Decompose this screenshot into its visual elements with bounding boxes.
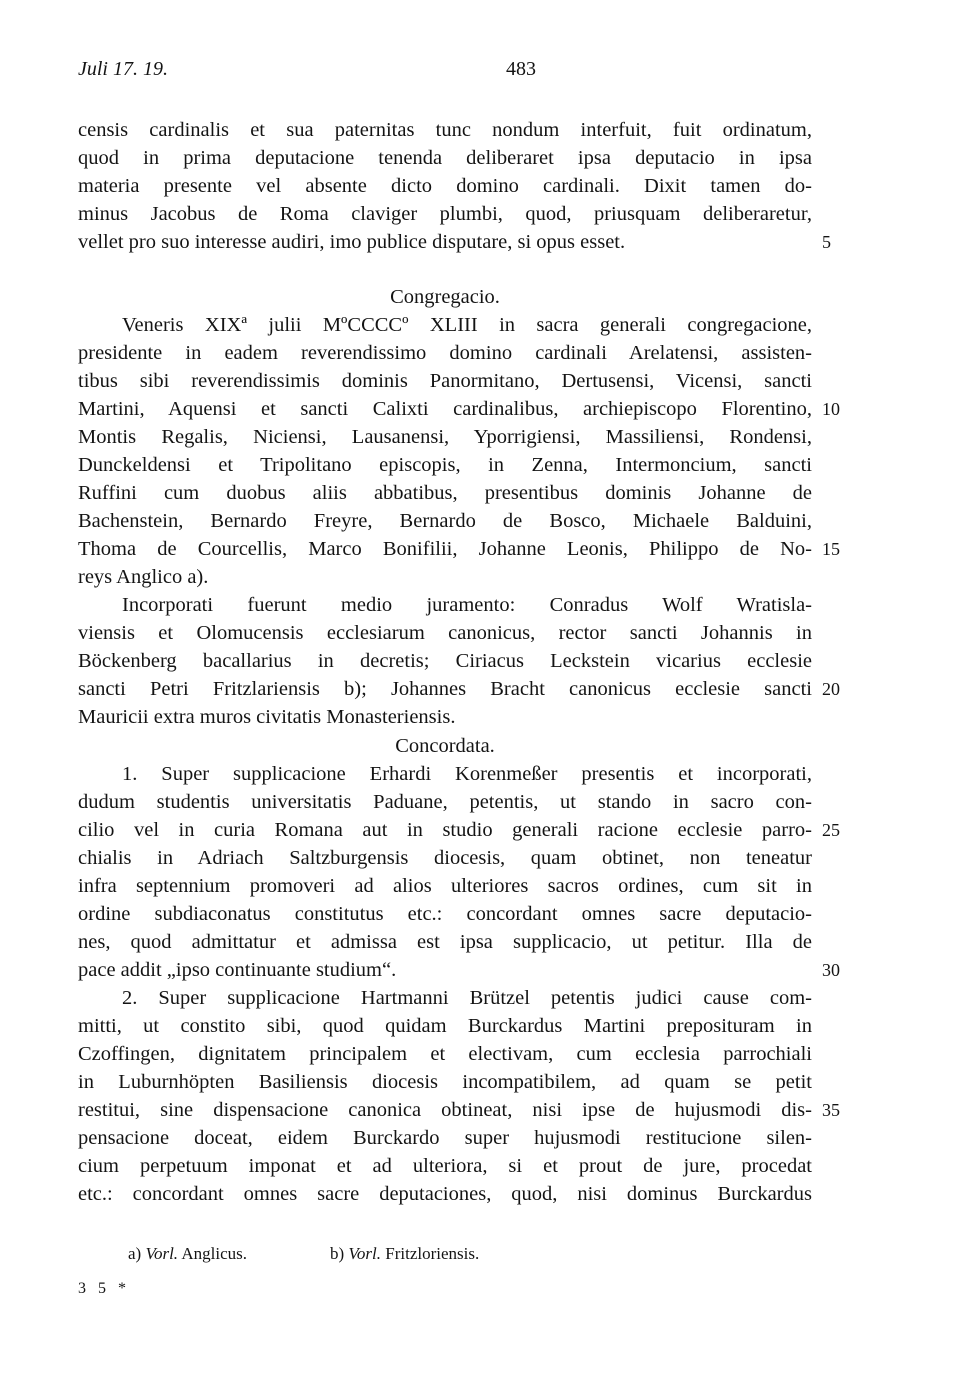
line-number: 30	[822, 960, 840, 980]
text-line: Veneris XIXª julii MºCCCCº XLIII in sacra generali congregacione,	[122, 314, 812, 336]
text-line: Incorporati fuerunt medio juramento: Conradus Wolf Wratisla-	[122, 594, 812, 616]
text-line: pace addit „ipso continuante studium“.	[78, 959, 397, 981]
footnote-b-text: Fritzloriensis.	[385, 1244, 480, 1263]
text-line: restitui, sine dispensacione canonica obtineat, nisi ipse de hujusmodi dis-	[78, 1099, 812, 1121]
text-line: Ruffini cum duobus aliis abbatibus, presentibus dominis Johanne de	[78, 482, 812, 504]
text-line: Czoffingen, dignitatem principalem et electivam, cum ecclesia parrochiali	[78, 1043, 812, 1065]
text-line: 2. Super supplicacione Hartmanni Brützel petentis judici cause com-	[122, 987, 812, 1009]
footnote-b-vorl: Vorl.	[348, 1244, 382, 1263]
text-line: infra septennium promoveri ad alios ulteriores sacros ordines, cum sit in	[78, 875, 812, 897]
text-line: reys Anglico a).	[78, 566, 209, 588]
text-line: pensacione doceat, eidem Burckardo super hujusmodi restitucione silen-	[78, 1127, 812, 1149]
text-line: cium perpetuum imponat et ad ulteriora, si et prout de jure, procedat	[78, 1155, 812, 1177]
text-line: viensis et Olomucensis ecclesiarum canonicus, rector sancti Johannis in	[78, 622, 812, 644]
printer-signature: 3 5 *	[78, 1280, 130, 1297]
text-line: etc.: concordant omnes sacre deputaciones, quod, nisi dominus Burckardus	[78, 1183, 812, 1205]
text-line: nes, quod admittatur et admissa est ipsa supplicacio, ut petitur. Illa de	[78, 931, 812, 953]
text-line: tibus sibi reverendissimis dominis Panormitano, Dertusensi, Vicensi, sancti	[78, 370, 812, 392]
text-line: Thoma de Courcellis, Marco Bonifilii, Johanne Leonis, Philippo de No-	[78, 538, 812, 560]
text-line: ordine subdiaconatus constitutus etc.: concordant omnes sacre deputacio-	[78, 903, 812, 925]
footnote-a	[128, 1243, 247, 1265]
text-line: Martini, Aquensi et sancti Calixti cardinalibus, archiepiscopo Florentino,	[78, 398, 812, 420]
line-number: 35	[822, 1100, 840, 1120]
text-line: mitti, ut constito sibi, quod quidam Burckardus Martini preposituram in	[78, 1015, 812, 1037]
text-line: vellet pro suo interesse audiri, imo publice disputare, si opus esset.	[78, 231, 626, 253]
line-number: 15	[822, 539, 840, 559]
section-heading: Congregacio.	[390, 286, 500, 308]
text-line: Montis Regalis, Niciensi, Lausanensi, Yporrigiensi, Massiliensi, Rondensi,	[78, 426, 812, 448]
text-line: in Luburnhöpten Basiliensis diocesis incompatibilem, ad quam se petit	[78, 1071, 812, 1093]
text-line: cilio vel in curia Romana aut in studio generali racione ecclesie parro-	[78, 819, 812, 841]
text-line: Bachenstein, Bernardo Freyre, Bernardo de Bosco, Michaele Balduini,	[78, 510, 812, 532]
text-line: dudum studentis universitatis Paduane, petentis, ut stando in sacro con-	[78, 791, 812, 813]
footnote-b	[330, 1243, 479, 1265]
running-header	[78, 58, 818, 88]
running-header-date: Juli 17. 19.	[78, 58, 168, 80]
text-line: sancti Petri Fritzlariensis b); Johannes Bracht canonicus ecclesie sancti	[78, 678, 812, 700]
line-number: 10	[822, 399, 840, 419]
text-line: quod in prima deputacione tenenda deliberaret ipsa deputacio in ipsa	[78, 147, 812, 169]
text-line: materia presente vel absente dicto domino cardinali. Dixit tamen do-	[78, 175, 812, 197]
text-line: censis cardinalis et sua paternitas tunc nondum interfuit, fuit ordinatum,	[78, 119, 812, 141]
footnote-a-text: Anglicus.	[181, 1244, 248, 1263]
line-number: 25	[822, 820, 840, 840]
footnote-a-mark: a)	[128, 1244, 142, 1263]
text-line: presidente in eadem reverendissimo domino cardinali Arelatensi, assisten-	[78, 342, 812, 364]
text-line: Dunckeldensi et Tripolitano episcopis, in Zenna, Intermoncium, sancti	[78, 454, 812, 476]
footnote-b-mark: b)	[330, 1244, 345, 1263]
line-number: 20	[822, 679, 840, 699]
text-line: minus Jacobus de Roma claviger plumbi, quod, priusquam deliberaretur,	[78, 203, 812, 225]
section-heading: Concordata.	[395, 735, 495, 757]
text-line: Böckenberg bacallarius in decretis; Ciriacus Leckstein vicarius ecclesie	[78, 650, 812, 672]
page-number: 483	[506, 58, 536, 80]
text-line: Mauricii extra muros civitatis Monasteriensis.	[78, 706, 456, 728]
text-line: chialis in Adriach Saltzburgensis diocesis, quam obtinet, non teneatur	[78, 847, 812, 869]
footnote-a-vorl: Vorl.	[145, 1244, 179, 1263]
text-line: 1. Super supplicacione Erhardi Korenmeßer presentis et incorporati,	[122, 763, 812, 785]
line-number: 5	[822, 232, 831, 252]
